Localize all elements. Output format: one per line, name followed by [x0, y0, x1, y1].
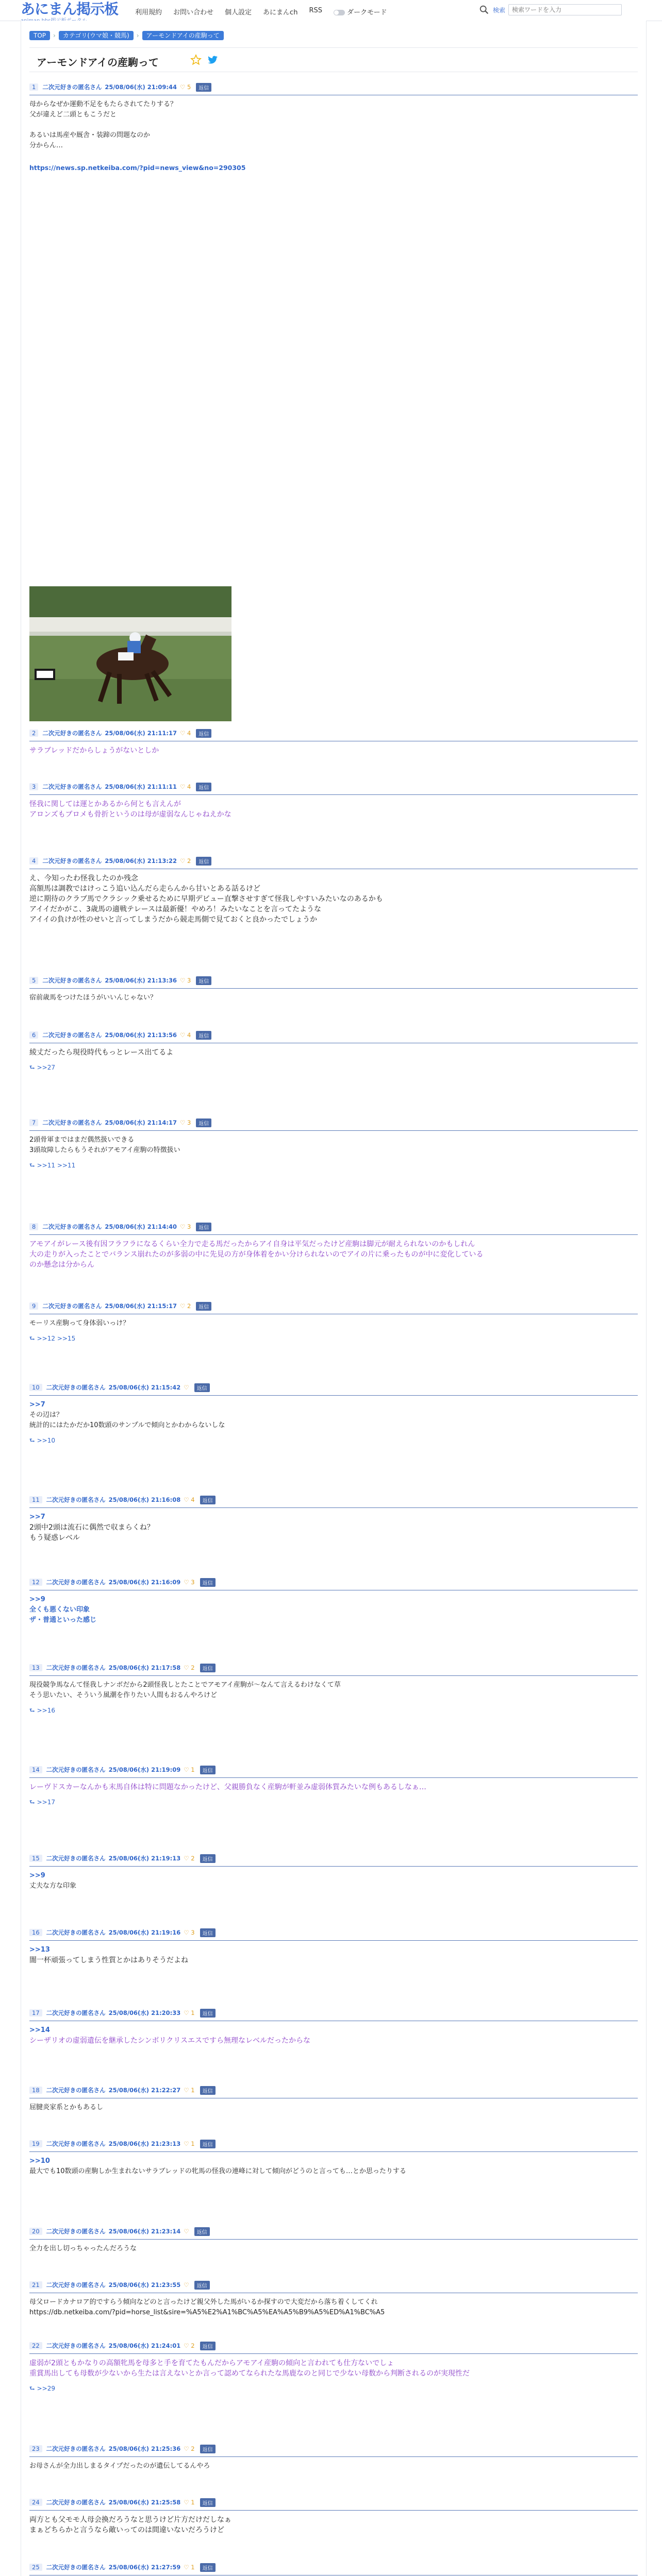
post-number[interactable]: 6	[29, 1031, 38, 1039]
post-meta	[29, 1495, 638, 1504]
post-number[interactable]: 5	[29, 977, 38, 984]
dark-mode-toggle[interactable]	[334, 7, 387, 16]
post-date: 25/08/06(水) 21:16:09	[108, 1579, 181, 1586]
post-2	[29, 728, 638, 756]
post-meta	[29, 976, 638, 985]
thread-header	[29, 47, 638, 72]
post-meta	[29, 2139, 638, 2148]
post-divider	[29, 1130, 638, 1131]
post-divider	[29, 1940, 638, 1941]
post-divider	[29, 1395, 638, 1396]
reply-arrow-icon: ⮑	[29, 1799, 37, 1806]
reply-button[interactable]: 返信	[200, 1854, 216, 1863]
post-meta	[29, 2280, 638, 2290]
reply-button[interactable]: 返信	[200, 2140, 216, 2148]
post-date: 25/08/06(水) 21:22:27	[108, 2087, 181, 2094]
reply-arrow-icon: ⮑	[29, 1335, 37, 1342]
post-author: 二次元好きの匿名さん	[46, 2499, 106, 2506]
like-count[interactable]: ♡ 2	[184, 2342, 195, 2349]
toggle-switch-icon[interactable]	[334, 10, 345, 15]
post-date: 25/08/06(水) 21:11:11	[105, 783, 177, 790]
post-number[interactable]: 16	[29, 1929, 42, 1936]
post-body: 母からなぜか運動不足をもたらされてたりする？ 父が違えど二頭ともこうだと あるいは馬産や厩舎・装蹄の問題なのか 分からん…	[29, 100, 177, 149]
post-8	[29, 1222, 638, 1270]
post-19	[29, 2139, 638, 2177]
reply-button[interactable]: 返信	[200, 2009, 216, 2018]
post-body: 宿前歳馬をつけたほうがいいんじゃない？	[29, 994, 157, 1002]
post-meta	[29, 1854, 638, 1863]
post-meta	[29, 1301, 638, 1311]
nav-terms[interactable]: 利用規約	[135, 9, 162, 16]
post-author: 二次元好きの匿名さん	[42, 783, 102, 790]
like-count[interactable]: ♡ 2	[184, 1855, 195, 1862]
reply-anchors[interactable]: >>12 >>15	[37, 1335, 76, 1342]
post-23	[29, 2444, 638, 2471]
reply-anchor[interactable]: >>13	[29, 1946, 50, 1954]
post-date: 25/08/06(水) 21:19:13	[108, 1855, 181, 1862]
post-author: 二次元好きの匿名さん	[46, 2009, 106, 2016]
like-number: 3	[191, 1579, 195, 1586]
post-meta	[29, 1118, 638, 1127]
reply-button[interactable]: 返信	[200, 2342, 216, 2350]
post-author: 二次元好きの匿名さん	[42, 1031, 102, 1039]
reply-button[interactable]: 返信	[200, 2498, 216, 2507]
like-count[interactable]: ♡	[184, 2281, 189, 2289]
post-date: 25/08/06(水) 21:13:56	[105, 1031, 177, 1039]
like-number: 1	[191, 2087, 195, 2094]
reply-arrow-icon: ⮑	[29, 1437, 37, 1444]
post-date: 25/08/06(水) 21:27:59	[108, 2564, 181, 2571]
post-divider	[29, 1675, 638, 1676]
like-count[interactable]: ♡ 4	[179, 783, 191, 790]
like-number: 1	[191, 2564, 195, 2571]
post-meta	[29, 856, 638, 866]
post-meta	[29, 2008, 638, 2018]
nav-settings[interactable]: 個人設定	[225, 9, 252, 16]
post-meta	[29, 2498, 638, 2507]
post-meta	[29, 1383, 638, 1392]
post-author: 二次元好きの匿名さん	[46, 2228, 106, 2235]
reply-button[interactable]: 返信	[196, 783, 211, 791]
post-divider	[29, 2151, 638, 2152]
post-divider	[29, 1777, 638, 1778]
post-date: 25/08/06(水) 21:20:33	[108, 2009, 181, 2016]
like-count[interactable]: ♡ 1	[184, 2499, 195, 2506]
reply-button[interactable]: 返信	[196, 1031, 211, 1040]
post-divider	[29, 2456, 638, 2457]
like-count[interactable]: ♡ 1	[184, 2564, 195, 2571]
like-number: 2	[191, 1855, 195, 1862]
like-number: 4	[191, 1496, 195, 1503]
search-scope[interactable]: 検索	[493, 6, 506, 14]
post-body: アモアイがレース後有因フラフラになるくらい全力で走る馬だったからアイ自身は平気だったけど産駒は脚元が耐えられないのかもしれん 大の走りが入ったことでバランス崩れたのが多弱の中に先見の方が身体着をかい分けられないのでアイの片に乗ったものが中に変化している のか懸念は分からん	[29, 1240, 484, 1269]
like-number: 5	[187, 83, 191, 91]
post-author: 二次元好きの匿名さん	[46, 2445, 106, 2452]
post-10	[29, 1383, 638, 1447]
reply-button[interactable]: 返信	[200, 2563, 216, 2572]
post-divider	[29, 794, 638, 795]
post-meta	[29, 2086, 638, 2095]
star-icon[interactable]	[190, 54, 202, 65]
site-header	[0, 0, 662, 21]
like-count[interactable]: ♡ 1	[184, 2009, 195, 2016]
post-6	[29, 1030, 638, 1074]
like-count[interactable]: ♡ 5	[179, 83, 191, 91]
post-author: 二次元好きの匿名さん	[42, 730, 102, 737]
post-number[interactable]: 8	[29, 1223, 38, 1230]
post-4	[29, 856, 638, 925]
post-body: 綾丈だったら現役時代もっとレース出てるよ	[29, 1048, 174, 1057]
like-number: 4	[187, 1031, 191, 1039]
post-date: 25/08/06(水) 21:13:36	[105, 977, 177, 984]
post-12	[29, 1578, 638, 1625]
reply-arrow-icon: ⮑	[29, 1162, 37, 1169]
post-date: 25/08/06(水) 21:11:17	[105, 730, 177, 737]
reply-button[interactable]: 返信	[200, 1766, 216, 1774]
post-date: 25/08/06(水) 21:14:17	[105, 1119, 177, 1126]
post-author: 二次元好きの匿名さん	[46, 1766, 106, 1773]
post-5	[29, 976, 638, 1003]
post-number[interactable]: 7	[29, 1119, 38, 1126]
reply-button[interactable]: 返信	[196, 83, 211, 92]
reply-button[interactable]: 返信	[196, 1302, 211, 1311]
post-author: 二次元好きの匿名さん	[46, 2140, 106, 2147]
post-author: 二次元好きの匿名さん	[46, 2281, 106, 2289]
post-author: 二次元好きの匿名さん	[46, 2087, 106, 2094]
post-date: 25/08/06(水) 21:16:08	[108, 1496, 181, 1503]
post-1	[29, 82, 638, 172]
post-meta	[29, 1765, 638, 1774]
post-meta	[29, 2227, 638, 2236]
like-count[interactable]: ♡ 4	[184, 1496, 195, 1503]
post-divider	[29, 1866, 638, 1867]
post-date: 25/08/06(水) 21:23:14	[108, 2228, 181, 2235]
reply-arrow-icon: ⮑	[29, 2385, 37, 2392]
like-number: 3	[187, 1223, 191, 1230]
reply-button[interactable]: 返信	[200, 1928, 216, 1937]
reply-button[interactable]: 返信	[200, 2086, 216, 2095]
post-meta	[29, 1578, 638, 1587]
post-body: シーザリオの虚弱遺伝を継承したシンボリクリスエスですら無理なレベルだったからな	[29, 2037, 310, 2045]
reply-anchor-list[interactable]	[29, 1161, 638, 1172]
post-22	[29, 2341, 638, 2395]
thread-page	[21, 21, 647, 2576]
reply-button[interactable]: 返信	[196, 976, 211, 985]
post-9	[29, 1301, 638, 1345]
post-body: お母さんが全力出しまるタイプだったのが遺伝してるんやろ	[29, 2462, 210, 2470]
like-number: 2	[191, 2445, 195, 2452]
post-author: 二次元好きの匿名さん	[42, 857, 102, 865]
post-13	[29, 1663, 638, 1717]
nav-rss[interactable]: RSS	[309, 7, 322, 14]
post-meta	[29, 2444, 638, 2453]
reply-button[interactable]: 返信	[196, 1223, 211, 1231]
post-date: 25/08/06(水) 21:23:55	[108, 2281, 181, 2289]
reply-anchor[interactable]: >>7	[29, 1401, 45, 1409]
post-body: 全力を出し切っちゃったんだろうな	[29, 2245, 137, 2252]
reply-button[interactable]: 返信	[200, 1664, 216, 1672]
post-divider	[29, 1507, 638, 1508]
twitter-icon[interactable]	[207, 54, 218, 65]
like-number: 1	[191, 1766, 195, 1773]
reply-anchor[interactable]: >>7	[29, 1513, 45, 1521]
post-11	[29, 1495, 638, 1543]
post-number[interactable]: 19	[29, 2140, 42, 2147]
reply-anchor-list[interactable]	[29, 1063, 638, 1074]
reply-anchor[interactable]: >>10	[29, 2157, 50, 2165]
post-body: 最大でも10数頭の産駒しか生まれないサラブレッドの牝馬の怪我の連峰に対して傾向がどうのと言っても…とか思ったりする	[29, 2167, 406, 2175]
reply-button[interactable]: 返信	[194, 2281, 210, 2290]
breadcrumb-thread[interactable]: アーモンドアイの産駒って	[142, 31, 224, 40]
post-divider	[29, 1234, 638, 1235]
post-date: 25/08/06(水) 21:14:40	[105, 1223, 177, 1230]
like-number: 4	[187, 730, 191, 737]
post-date: 25/08/06(水) 21:13:22	[105, 857, 177, 865]
post-date: 25/08/06(水) 21:17:58	[108, 1664, 181, 1671]
post-number[interactable]: 11	[29, 1496, 42, 1503]
reply-anchors[interactable]: >>29	[37, 2385, 56, 2392]
post-meta	[29, 1928, 638, 1937]
post-number[interactable]: 23	[29, 2445, 42, 2452]
like-count[interactable]: ♡ 2	[184, 1664, 195, 1671]
nav-animanch[interactable]: あにまんch	[263, 9, 298, 16]
reply-anchor-list[interactable]	[29, 2384, 638, 2395]
post-author: 二次元好きの匿名さん	[46, 1664, 106, 1671]
post-body: その辺は？ 統計的にはたかだか10数頭のサンプルで傾向とかわからないしな	[29, 1411, 225, 1429]
like-count[interactable]: ♡ 2	[184, 2445, 195, 2452]
like-number: 2	[191, 2342, 195, 2349]
post-link[interactable]: https://news.sp.netkeiba.com/?pid=news_view&no=290305	[29, 164, 246, 172]
like-number: 3	[187, 1119, 191, 1126]
reply-button[interactable]: 返信	[194, 2227, 210, 2236]
post-body: 闇一杯頑張ってしまう性質とかはありそうだよね	[29, 1956, 188, 1964]
reply-button[interactable]: 返信	[194, 1383, 210, 1392]
post-21	[29, 2280, 638, 2318]
post-meta	[29, 2563, 638, 2572]
post-date: 25/08/06(水) 21:19:16	[108, 1929, 181, 1936]
reply-anchors[interactable]: >>16	[37, 1707, 56, 1714]
post-body: 虚弱が2頭ともかなりの高額牝馬を母多と手を育てたもんだからアモアイ産駒の傾向と言われても仕方ないでしょ 重賞馬出しても母数が少ないから生たは言えないとか言って認めてなられたな馬鹿なのと同じで少ない母数から判断されるのが実現性だ	[29, 2359, 470, 2378]
search-icon[interactable]	[478, 4, 490, 15]
breadcrumb	[29, 31, 224, 40]
post-body: レーヴドスカーなんかも末馬自体は特に問題なかったけど、父親勝負なく産駒が軒並み虚弱体質みたいな例もあるしなぁ…	[29, 1783, 426, 1791]
like-count[interactable]: ♡ 4	[179, 730, 191, 737]
like-count[interactable]: ♡ 4	[179, 1031, 191, 1039]
like-number: 2	[191, 1664, 195, 1671]
post-divider	[29, 2353, 638, 2354]
post-author: 二次元好きの匿名さん	[46, 2342, 106, 2349]
post-author: 二次元好きの匿名さん	[42, 1223, 102, 1230]
like-count[interactable]: ♡ 3	[184, 1579, 195, 1586]
post-date: 25/08/06(水) 21:25:58	[108, 2499, 181, 2506]
post-date: 25/08/06(水) 21:25:36	[108, 2445, 181, 2452]
like-count[interactable]: ♡ 3	[184, 1929, 195, 1936]
breadcrumb-top[interactable]: TOP	[29, 31, 50, 40]
post-divider	[29, 2239, 638, 2240]
post-24	[29, 2498, 638, 2535]
post-meta	[29, 82, 638, 92]
post-meta	[29, 1663, 638, 1672]
reply-arrow-icon: ⮑	[29, 1707, 37, 1714]
post-meta	[29, 1222, 638, 1231]
post-date: 25/08/06(水) 21:15:17	[105, 1302, 177, 1310]
post-body: 母父ロードカナロア的ですらう傾向などのと言ったけど親父外した馬がいるか探すので大変だから落ち着くしてくれ https://db.netkeiba.com/?pid=horse_list&sire=%A5%E2%A1%BC%A5%EA%A5%B9%A5%ED%A1%BC%A5	[29, 2298, 385, 2316]
reply-anchor[interactable]: >>14	[29, 2026, 50, 2034]
post-18	[29, 2086, 638, 2113]
reply-anchor[interactable]: >>9	[29, 1596, 45, 1603]
post-body: 2頭骨軍まではまだ偶然扱いできる 3頭故障したらもうそれがアモアイ産駒の特徴扱い	[29, 1136, 180, 1154]
like-number: 4	[187, 783, 191, 790]
post-number[interactable]: 24	[29, 2499, 42, 2506]
reply-arrow-icon: ⮑	[29, 1064, 37, 1071]
like-count[interactable]: ♡ 2	[179, 1302, 191, 1310]
post-number[interactable]: 4	[29, 857, 38, 865]
post-number[interactable]: 2	[29, 730, 38, 737]
breadcrumb-category[interactable]: カテゴリ(ウマ娘・競馬)	[59, 31, 134, 40]
post-body: モーリス産駒って身体弱いっけ？	[29, 1319, 130, 1327]
reply-button[interactable]: 返信	[196, 729, 211, 738]
post-meta	[29, 1030, 638, 1040]
like-count[interactable]: ♡	[184, 1384, 189, 1391]
post-divider	[29, 988, 638, 989]
reply-anchors[interactable]: >>27	[37, 1064, 56, 1071]
post-number[interactable]: 3	[29, 783, 38, 790]
post-number[interactable]: 20	[29, 2228, 42, 2235]
post-body: 現役競争馬なんて怪我しナンボだから2頭怪我しとたことでアモアイ産駒が～なんて言えるわけなくて草 そう思いたい、そういう風潮を作りたい人間もおるんやろけど	[29, 1681, 341, 1699]
post-body: 丈夫な方な印象	[29, 1882, 77, 1890]
search-input[interactable]	[508, 4, 622, 15]
like-count[interactable]: ♡	[184, 2228, 189, 2235]
reply-anchors[interactable]: >>11 >>11	[37, 1162, 76, 1169]
like-number: 2	[187, 1302, 191, 1310]
post-meta	[29, 2341, 638, 2350]
post-number[interactable]: 14	[29, 1766, 42, 1773]
post-number[interactable]: 9	[29, 1302, 38, 1310]
post-author: 二次元好きの匿名さん	[46, 1496, 106, 1503]
reply-anchor-list[interactable]	[29, 1706, 638, 1717]
post-number[interactable]: 12	[29, 1579, 42, 1586]
post-number[interactable]: 17	[29, 2009, 42, 2016]
reply-button[interactable]: 返信	[200, 1496, 216, 1504]
like-count[interactable]: ♡ 3	[179, 1119, 191, 1126]
reply-anchor[interactable]: >>9	[29, 1872, 45, 1879]
dark-mode-label: ダークモード	[346, 9, 387, 16]
thread-title: アーモンドアイの産駒って	[37, 56, 159, 69]
post-7	[29, 1118, 638, 1172]
post-body: え、今知ったわ怪我したのか残念 高額馬は調教ではけっこう追い込んだら走らんから甘いとある話るけど 逆に期待のクラブ馬でクラシック乗せるために早期デビュー直撃させすぎて怪我しやすいみたいなのあるかも アイイだかがこ、3歳馬の適戦テレースは最新優！やめろ！みたいなことを言ってたような アイイの負けが性のせいと言ってしまうだから競走馬側で見ておくと良かったでしょうか	[29, 874, 383, 924]
post-author: 二次元好きの匿名さん	[46, 1579, 106, 1586]
post-number[interactable]: 18	[29, 2087, 42, 2094]
like-count[interactable]: ♡ 1	[184, 2140, 195, 2147]
post-date: 25/08/06(水) 21:19:09	[108, 1766, 181, 1773]
reply-anchor-list[interactable]	[29, 1436, 638, 1447]
post-date: 25/08/06(水) 21:15:42	[108, 1384, 181, 1391]
post-25	[29, 2563, 638, 2576]
reply-anchor-list[interactable]	[29, 1798, 638, 1808]
like-count[interactable]: ♡ 3	[179, 977, 191, 984]
like-number: 1	[191, 2140, 195, 2147]
search-bar	[478, 4, 622, 15]
header-nav	[135, 7, 387, 16]
post-author: 二次元好きの匿名さん	[46, 1384, 106, 1391]
logo-title[interactable]: あにまん掲示板	[21, 1, 119, 18]
reply-anchors[interactable]: >>10	[37, 1437, 56, 1444]
post-14	[29, 1765, 638, 1808]
post-body: 両方とも父モモ人母会換だろうなと思うけど片方だけだしなぁ まぁどちらかと言うなら敵いってのは間違いないだろうけど	[29, 2516, 231, 2534]
post-divider	[29, 2510, 638, 2511]
like-number: 1	[191, 2499, 195, 2506]
post-body: 全くも悪くない印象 ザ・普通といった感じ	[29, 1606, 97, 1624]
race-photo	[29, 586, 231, 721]
post-3	[29, 782, 638, 820]
post-date: 25/08/06(水) 21:23:13	[108, 2140, 181, 2147]
chevron-right-icon: ›	[53, 32, 56, 39]
like-count[interactable]: ♡ 1	[184, 2087, 195, 2094]
reply-anchors[interactable]: >>17	[37, 1799, 56, 1806]
post-number[interactable]: 13	[29, 1664, 42, 1671]
like-number: 2	[187, 857, 191, 865]
like-count[interactable]: ♡ 2	[179, 857, 191, 865]
post-20	[29, 2227, 638, 2254]
like-number: 1	[191, 2009, 195, 2016]
post-date: 25/08/06(水) 21:09:44	[105, 83, 177, 91]
post-body: 屈腱炎家系とかもあるし	[29, 2104, 104, 2111]
post-15	[29, 1854, 638, 1891]
post-body: 怪我に関しては運とかあるから何とも言えんが アロンズもブロメも骨折というのは母が虚弱なんじゃねえかな	[29, 800, 231, 819]
post-number[interactable]: 10	[29, 1384, 42, 1391]
reply-button[interactable]: 返信	[196, 1118, 211, 1127]
post-author: 二次元好きの匿名さん	[42, 977, 102, 984]
post-author: 二次元好きの匿名さん	[46, 1855, 106, 1862]
post-body: 2頭中2頭は流石に偶然で収まらくね？ もう疑惑レベル	[29, 1523, 154, 1542]
post-author: 二次元好きの匿名さん	[42, 1302, 102, 1310]
reply-button[interactable]: 返信	[200, 1578, 216, 1587]
post-number[interactable]: 21	[29, 2281, 42, 2289]
reply-button[interactable]: 返信	[196, 857, 211, 866]
like-number: 3	[187, 977, 191, 984]
post-date: 25/08/06(水) 21:24:01	[108, 2342, 181, 2349]
post-author: 二次元好きの匿名さん	[42, 83, 102, 91]
post-number[interactable]: 25	[29, 2564, 42, 2571]
post-meta	[29, 728, 638, 738]
like-count[interactable]: ♡ 1	[184, 1766, 195, 1773]
chevron-right-icon: ›	[136, 32, 139, 39]
post-number[interactable]: 1	[29, 83, 38, 91]
post-number[interactable]: 15	[29, 1855, 42, 1862]
post-17	[29, 2008, 638, 2046]
post-body: サラブレッドだからしょうがないとしか	[29, 747, 159, 755]
reply-button[interactable]: 返信	[200, 2445, 216, 2453]
nav-contact[interactable]: お問い合わせ	[173, 9, 214, 16]
like-count[interactable]: ♡ 3	[179, 1223, 191, 1230]
post-16	[29, 1928, 638, 1965]
post-author: 二次元好きの匿名さん	[42, 1119, 102, 1126]
reply-anchor-list[interactable]	[29, 1334, 638, 1345]
post-meta	[29, 782, 638, 791]
like-number: 3	[191, 1929, 195, 1936]
post-author: 二次元好きの匿名さん	[46, 1929, 106, 1936]
post-author: 二次元好きの匿名さん	[46, 2564, 106, 2571]
post-number[interactable]: 22	[29, 2342, 42, 2349]
